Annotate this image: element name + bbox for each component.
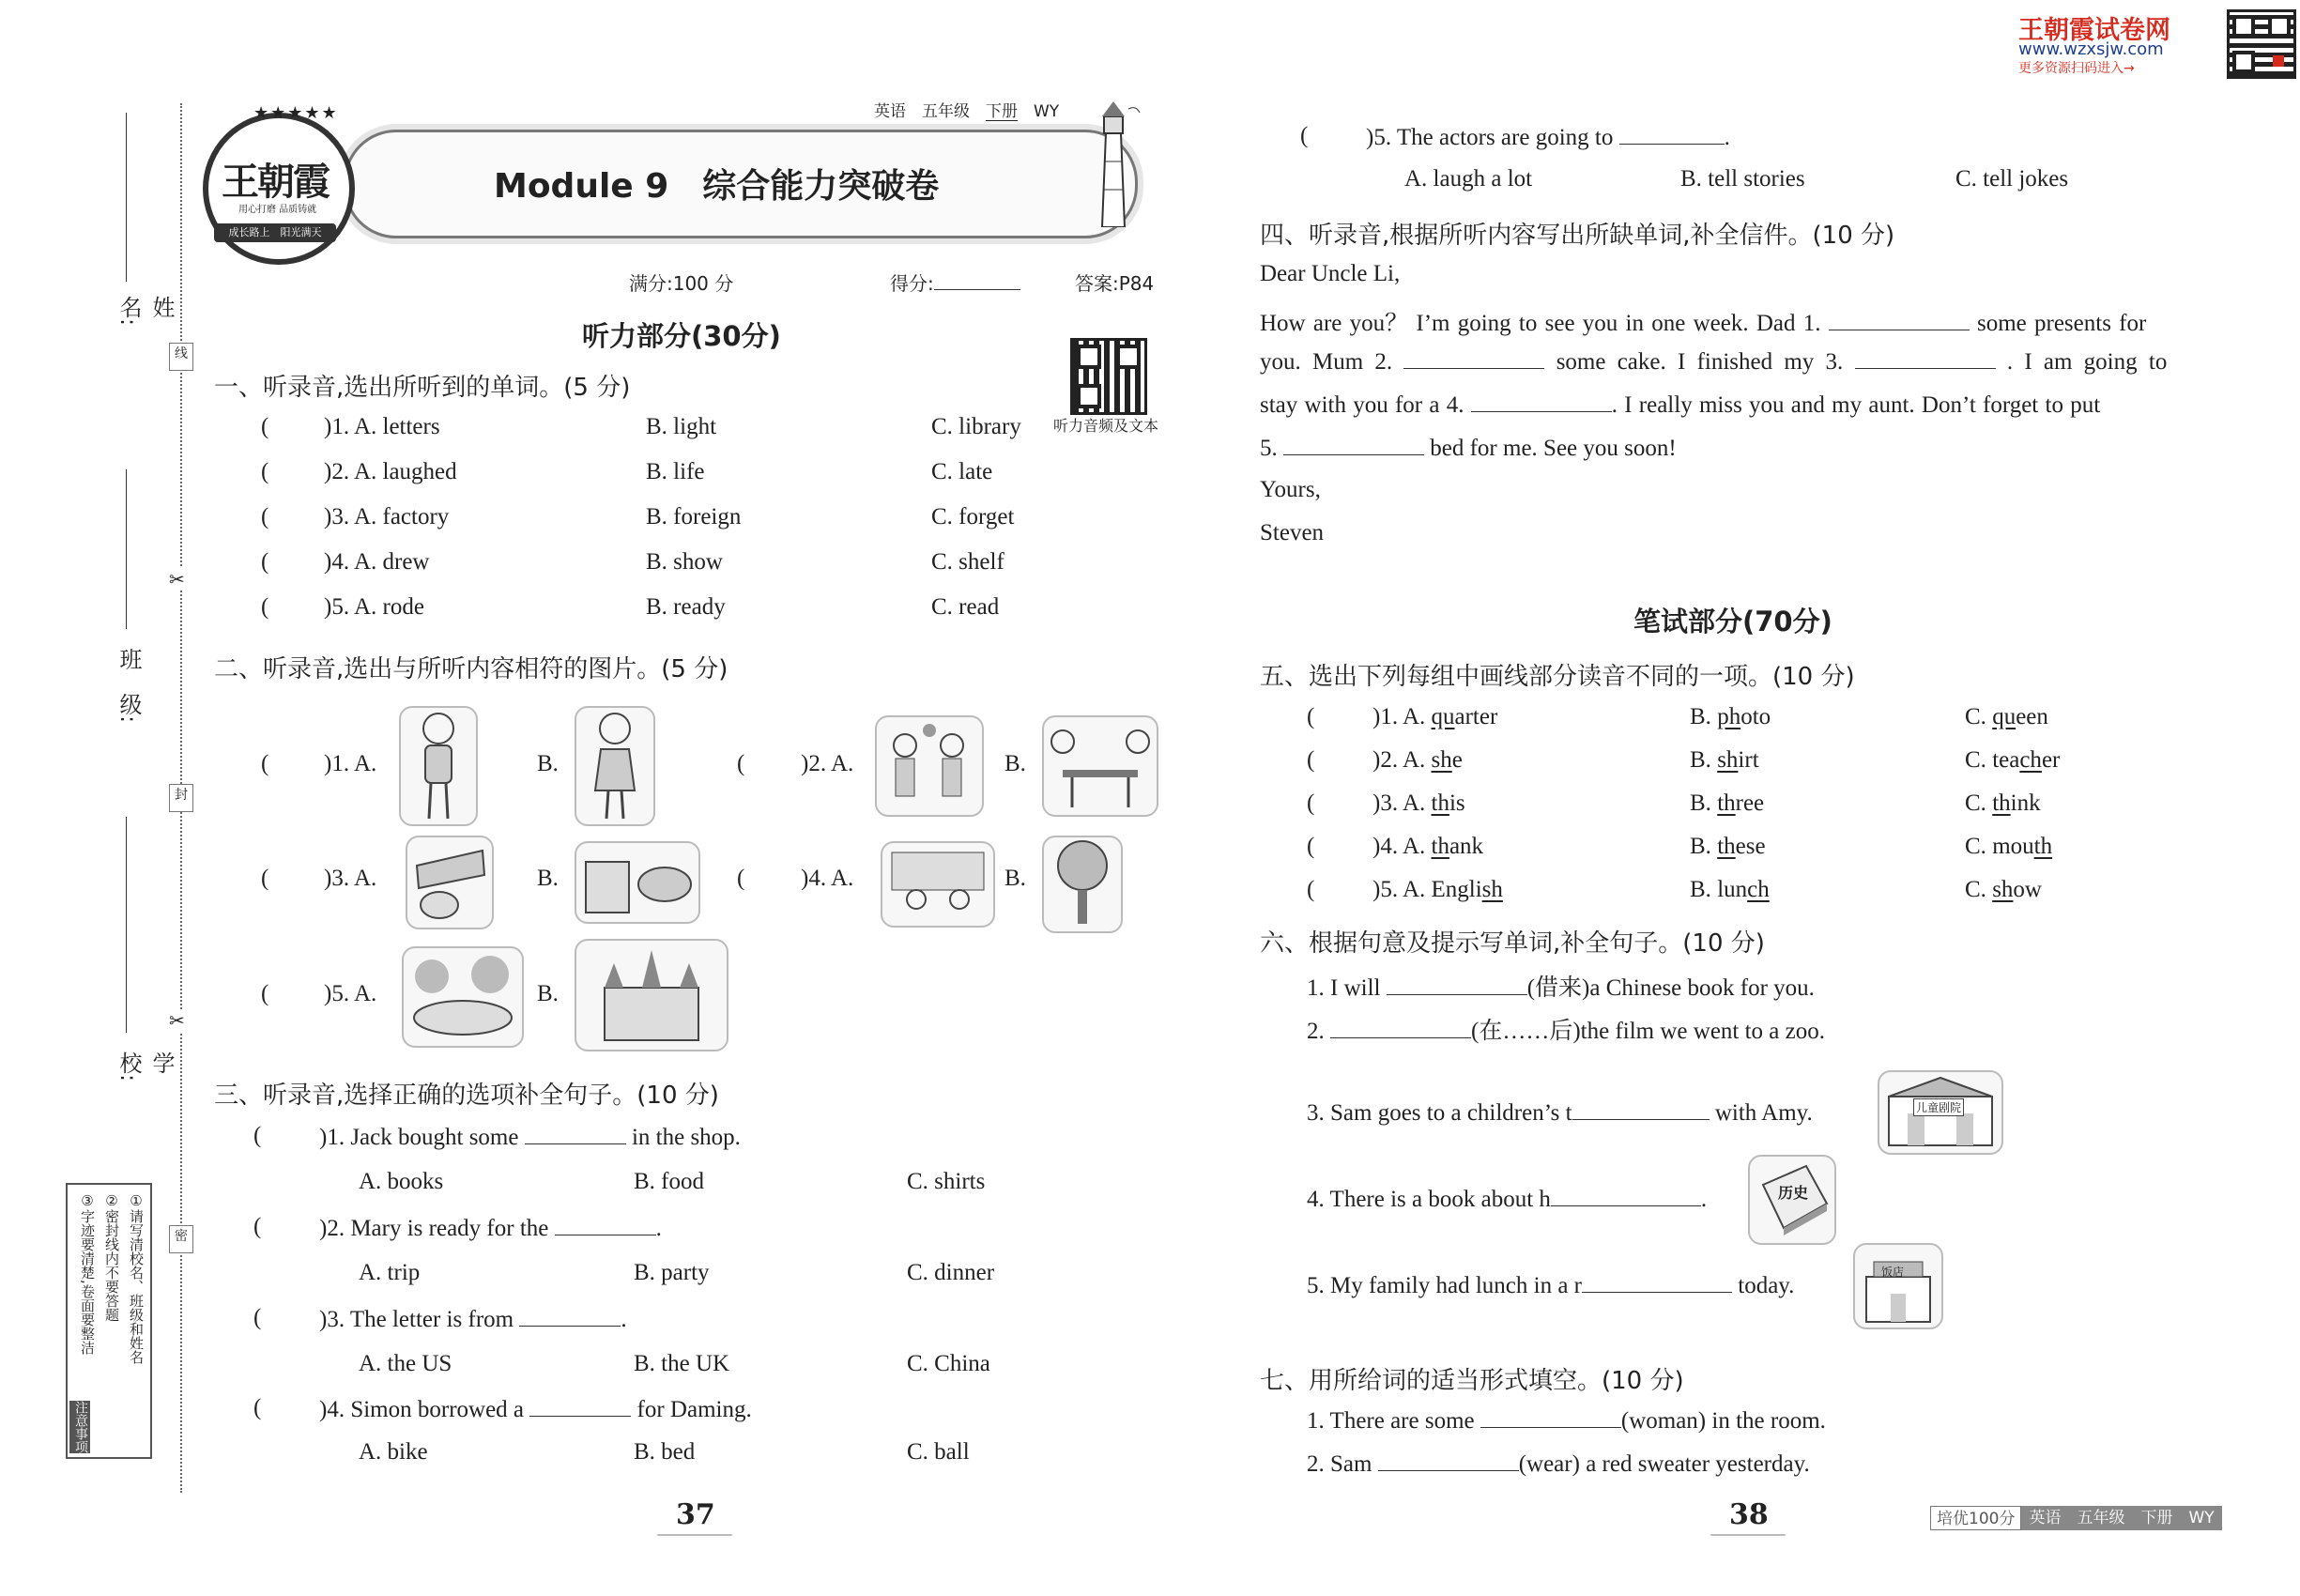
picture-girl[interactable]: [575, 706, 655, 826]
letter-line-3: stay with you for a 4. . I really miss you and my aunt. Don’t forget to put: [1260, 392, 2101, 418]
answer-blank[interactable]: [1855, 347, 1996, 369]
picture-sandwich-chicken[interactable]: [406, 836, 494, 929]
school-label: 学 校:: [115, 1051, 175, 1097]
list-item-option-c[interactable]: C. shelf: [931, 549, 1004, 575]
question-3: )3. The letter is from .: [319, 1307, 627, 1332]
option-b[interactable]: B. tell stories: [1680, 166, 1805, 192]
option-c[interactable]: C. teacher: [1965, 747, 2061, 773]
list-item-option-a[interactable]: )5. A. rode: [324, 594, 424, 620]
list-item-option-a[interactable]: )1. A. letters: [324, 414, 440, 439]
question-5: )5. The actors are going to .: [1366, 125, 1730, 150]
answer-blank[interactable]: [525, 1123, 626, 1144]
binding-strip: [56, 94, 188, 1502]
list-item-option-b[interactable]: B. show: [646, 549, 723, 575]
option-c[interactable]: C. shirts: [907, 1169, 986, 1194]
picture-choice-label: )3. A.: [324, 866, 377, 891]
list-item-option-a[interactable]: )4. A. drew: [324, 549, 430, 575]
answer-blank[interactable]: [1330, 1017, 1471, 1038]
section-2-title: 二、听录音,选出与所听内容相符的图片。(5 分): [214, 655, 728, 683]
note-2: ②密封线内不要答题: [103, 1192, 120, 1322]
book-title: 历史: [1778, 1184, 1809, 1202]
page-number-left: 37: [676, 1498, 715, 1531]
list-item-option-b[interactable]: B. light: [646, 414, 717, 439]
qr-label: 听力音频及文本: [1053, 417, 1159, 435]
answer-blank[interactable]: [1829, 309, 1970, 330]
option-b[interactable]: B. party: [634, 1260, 710, 1285]
name-label: 姓 名:: [115, 296, 175, 341]
picture-choice-label: )4. A.: [801, 866, 854, 891]
option-a[interactable]: )2. A. she: [1372, 747, 1463, 773]
option-b[interactable]: B. the UK: [634, 1351, 730, 1376]
option-c[interactable]: C. show: [1965, 877, 2042, 902]
answer-ref: 答案:P84: [1075, 272, 1155, 295]
list-item-option-a[interactable]: )2. A. laughed: [324, 459, 457, 484]
answer-blank[interactable]: [1387, 974, 1527, 995]
option-b[interactable]: B. photo: [1690, 704, 1771, 729]
series-tags: 英语 五年级 下册 WY: [2021, 1506, 2221, 1530]
page-title: Module 9 综合能力突破卷: [494, 167, 940, 206]
option-a[interactable]: )5. A. English: [1372, 877, 1503, 902]
brand-tagline: 更多资源扫码进入→: [2018, 61, 2135, 76]
picture-boy-drinking[interactable]: [399, 706, 478, 826]
list-item-option-b[interactable]: B. foreign: [646, 504, 742, 529]
picture-history-book: [1748, 1155, 1836, 1245]
fill-question-2: 2. (在……后)the film we went to a zoo.: [1307, 1019, 1825, 1044]
list-item-option-a[interactable]: )3. A. factory: [324, 504, 450, 529]
picture-choice-label: )2. A.: [801, 751, 854, 776]
letter-signature: Steven: [1260, 520, 1325, 545]
brand-name: 王朝霞试卷网: [2018, 16, 2170, 45]
letter-line-1: How are you？ I’m going to see you in one week. Dad 1. some presents for: [1260, 311, 2147, 336]
logo-badge: ★★★★★ 王朝霞 用心打磨 品质铸就 成长路上 阳光满天: [203, 113, 355, 265]
note-3: ③字迹要清楚,卷面要整洁: [79, 1192, 96, 1355]
answer-blank[interactable]: [529, 1395, 631, 1417]
letter-closing: Yours,: [1260, 477, 1321, 502]
option-a[interactable]: A. books: [359, 1169, 444, 1194]
option-b[interactable]: B. three: [1690, 790, 1765, 816]
picture-kids-basketball[interactable]: [875, 715, 984, 817]
answer-blank[interactable]: [1283, 434, 1424, 455]
lighthouse-icon: [1085, 96, 1142, 227]
logo-ribbon: 成长路上 阳光满天: [214, 223, 336, 242]
section-1-title: 一、听录音,选出所听到的单词。(5 分): [214, 374, 631, 402]
option-b[interactable]: B. food: [634, 1169, 704, 1194]
header-banner: [203, 94, 1179, 263]
answer-blank[interactable]: [1551, 1185, 1701, 1206]
answer-blank[interactable]: [1619, 123, 1725, 145]
letter-line-2: you. Mum 2. some cake. I finished my 3. . I am going to: [1260, 349, 2168, 375]
restaurant-sign: 饭店: [1881, 1266, 1905, 1279]
option-b[interactable]: B. lunch: [1690, 877, 1770, 902]
list-item-option-c[interactable]: C. read: [931, 594, 1000, 620]
option-c[interactable]: C. dinner: [907, 1260, 995, 1285]
subject-tags: 英语 五年级 下册 WY: [874, 102, 1060, 121]
section-3-title: 三、听录音,选择正确的选项补全句子。(10 分): [214, 1082, 719, 1110]
page-number-right: 38: [1729, 1498, 1769, 1531]
list-item-option-c[interactable]: C. library: [931, 414, 1021, 439]
list-item-option-b[interactable]: B. life: [646, 459, 705, 484]
option-c[interactable]: C. mouth: [1965, 834, 2053, 859]
notes-title: 注意事项: [69, 1401, 90, 1453]
option-c[interactable]: C. think: [1965, 790, 2041, 816]
answer-blank[interactable]: [519, 1305, 621, 1327]
picture-kids-table-tennis[interactable]: [1042, 715, 1158, 817]
section-6-title: 六、根据句意及提示写单词,补全句子。(10 分): [1260, 929, 1765, 958]
picture-choice-label: )5. A.: [324, 981, 377, 1006]
full-score: 满分:100 分: [629, 272, 734, 295]
answer-blank[interactable]: [1403, 347, 1544, 369]
scissors-icon: ✂: [169, 1009, 185, 1032]
option-a[interactable]: A. trip: [359, 1260, 421, 1285]
score-field[interactable]: [890, 269, 1020, 296]
section-5-title: 五、选出下列每组中画线部分读音不同的一项。(10 分): [1260, 663, 1855, 691]
seal-mark-2: 封: [169, 784, 193, 812]
scissors-icon: ✂: [169, 568, 185, 591]
letter-greeting: Dear Uncle Li,: [1260, 261, 1401, 286]
series-badge: [1930, 1506, 2222, 1530]
fill-question-5: 5. My family had lunch in a r today.: [1307, 1273, 1795, 1298]
page-ornament: [1710, 1534, 1786, 1536]
picture-park-lake[interactable]: [402, 946, 524, 1048]
fill-question-1: 1. I will (借来)a Chinese book for you.: [1307, 975, 1815, 1001]
audio-qr-code[interactable]: [1070, 338, 1147, 415]
question-4: )4. Simon borrowed a for Daming.: [319, 1397, 752, 1422]
picture-choice-label: )1. A.: [324, 751, 377, 776]
question-1: )1. Jack bought some in the shop.: [319, 1125, 741, 1150]
option-b[interactable]: B. bed: [634, 1439, 696, 1465]
fill-question-3: 3. Sam goes to a children’s t with Amy.: [1307, 1100, 1813, 1126]
list-item: (: [261, 414, 269, 439]
option-b[interactable]: B. these: [1690, 834, 1766, 859]
option-c[interactable]: C. queen: [1965, 704, 2048, 729]
answer-blank[interactable]: [1582, 1271, 1732, 1293]
writing-title: 笔试部分(70分): [1633, 606, 1832, 637]
answer-blank[interactable]: [1378, 1450, 1519, 1471]
fill-question-4: 4. There is a book about h .: [1307, 1187, 1708, 1212]
note-1: ①请写清校名、班级和姓名: [128, 1192, 145, 1364]
picture-castle[interactable]: [575, 939, 728, 1051]
question-2: )2. Mary is ready for the .: [319, 1216, 662, 1241]
section-4-title: 四、听录音,根据所听内容写出所缺单词,补全信件。(10 分): [1260, 222, 1895, 250]
score-label: 得分:: [890, 272, 934, 295]
logo-sub: 用心打磨 品质铸就: [238, 205, 317, 215]
logo-text: 王朝霞: [222, 161, 329, 204]
notes-box: [66, 1183, 152, 1459]
option-c[interactable]: C. tell jokes: [1955, 166, 2069, 192]
option-c[interactable]: C. ball: [907, 1439, 970, 1465]
option-a[interactable]: )1. A. quarter: [1372, 704, 1498, 729]
option-a[interactable]: A. bike: [359, 1439, 428, 1465]
seal-mark-3: 密: [169, 1225, 193, 1253]
option-a[interactable]: A. laugh a lot: [1404, 166, 1533, 192]
list-item-option-b[interactable]: B. ready: [646, 594, 726, 620]
option-a[interactable]: )3. A. this: [1372, 790, 1465, 816]
option-a[interactable]: )4. A. thank: [1372, 834, 1484, 859]
section-7-title: 七、用所给词的适当形式填空。(10 分): [1260, 1367, 1684, 1395]
picture-restaurant: [1853, 1243, 1943, 1329]
class-label: 班 级:: [115, 648, 142, 724]
listening-title: 听力部分(30分): [582, 320, 781, 352]
picture-kids-tree[interactable]: [1042, 836, 1123, 933]
list-item-option-c[interactable]: C. late: [931, 459, 993, 484]
answer-blank[interactable]: [555, 1214, 656, 1235]
series-name: 培优100分: [1930, 1506, 2021, 1530]
page-ornament: [657, 1534, 732, 1536]
brand-url[interactable]: www.wzxsjw.com: [2018, 39, 2164, 59]
picture-kids-classroom[interactable]: [881, 841, 995, 928]
option-a[interactable]: A. the US: [359, 1351, 452, 1376]
picture-noodles-fish[interactable]: [575, 841, 700, 924]
brand-qr-code[interactable]: [2227, 9, 2296, 79]
letter-line-4: 5. bed for me. See you soon!: [1260, 436, 1677, 461]
answer-blank[interactable]: [1480, 1406, 1621, 1428]
picture-childrens-theatre: [1878, 1070, 2003, 1155]
answer-blank[interactable]: [1471, 391, 1612, 412]
option-c[interactable]: C. China: [907, 1351, 990, 1376]
form-question-2: 2. Sam (wear) a red sweater yesterday.: [1307, 1451, 1810, 1477]
option-b[interactable]: B. shirt: [1690, 747, 1759, 773]
theatre-sign: 儿童剧院: [1913, 1098, 1964, 1116]
form-question-1: 1. There are some (woman) in the room.: [1307, 1408, 1826, 1434]
seal-mark-1: 线: [169, 343, 193, 371]
answer-blank[interactable]: [1572, 1098, 1710, 1120]
list-item-option-c[interactable]: C. forget: [931, 504, 1015, 529]
